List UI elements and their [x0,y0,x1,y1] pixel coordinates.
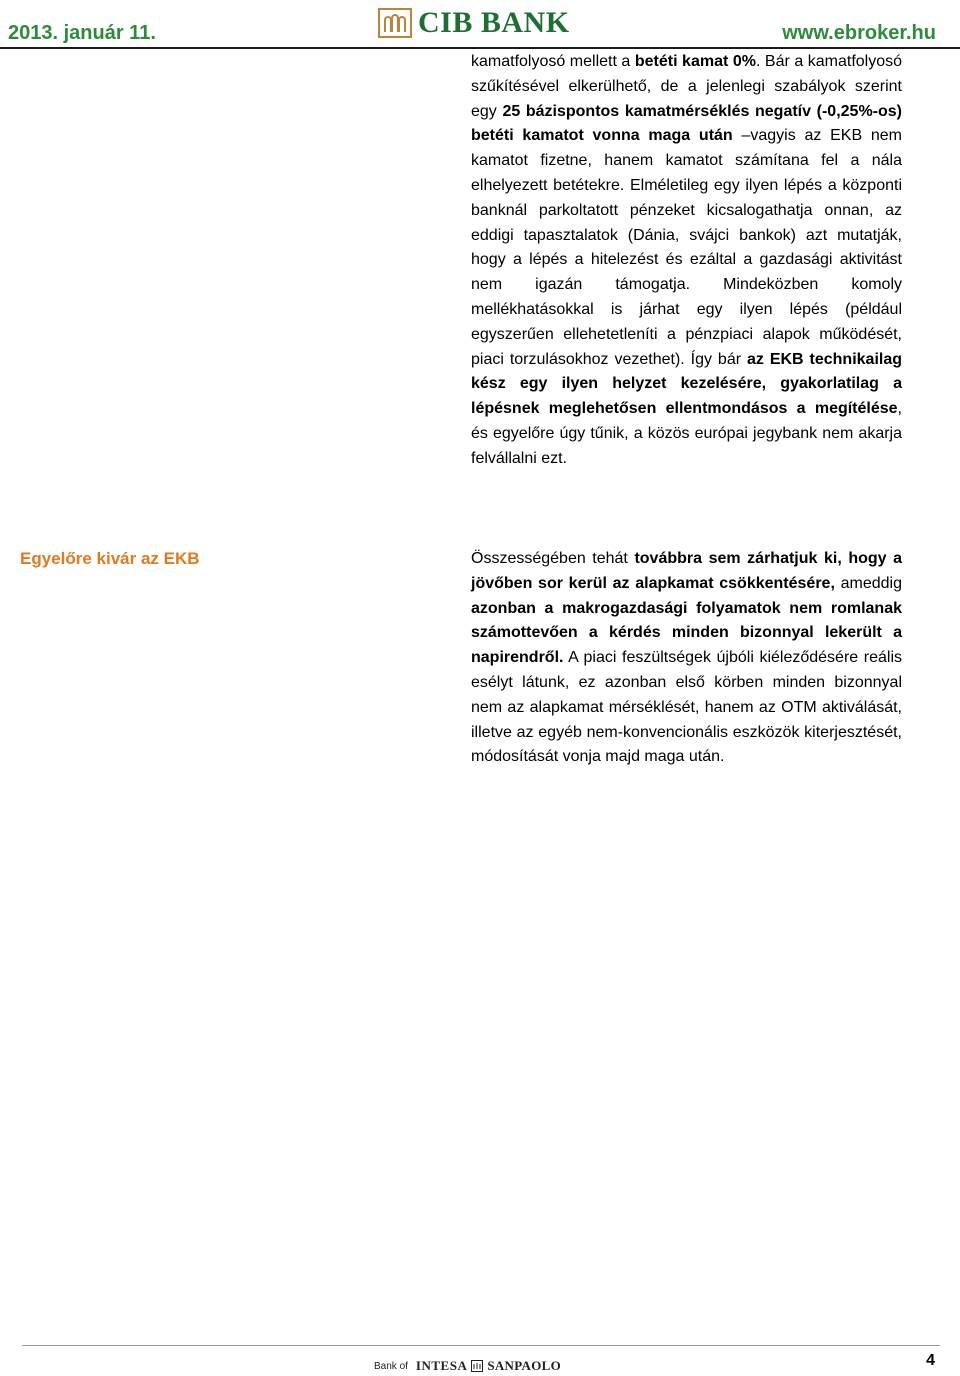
text-span: kamatfolyosó mellett a [471,53,635,70]
logo-text: CIB BANK [418,6,570,39]
page-number: 4 [926,1352,935,1369]
header-url[interactable]: www.ebroker.hu [782,22,936,44]
text-span: , és egyelőre úgy tűnik, a közös európai jegybank nem akarja felvállalni ezt. [471,400,902,467]
footer-sanpaolo: SANPAOLO [487,1358,562,1373]
text-span: ameddig [834,574,903,592]
sanpaolo-mark-icon [471,1360,483,1372]
header-divider [0,47,960,49]
paragraph-summary [471,547,902,770]
text-span-bold: betéti kamat 0% [634,53,756,70]
text-span-bold: továbbra sem zárhatjuk ki, hogy a jövőben sor kerül az alapkamat csökkentésére, [471,550,903,592]
cib-logo-icon [378,8,412,38]
footer-bank-of: Bank of [374,1360,408,1372]
header-date: 2013. január 11. [8,22,156,44]
text-span: –vagyis az EKB nem kamatot fizetne, hanem kamatot számítana fel a nála elhelyezett betétekre. Elméletileg egy ilyen lépés a központi banknál parkoltatott pénzeket kicsalogathatja onnan, az eddigi tapasztalatok (Dánia, svájci bankok) azt mutatják, hogy a lépés a hitelezést és ezáltal a gazdasági aktivitást nem igazán támogatja. Mindeközben komoly mellékhatásokkal is járhat egy ilyen lépés (például egyszerűen ellehetetleníti a pénzpiaci alapok működését, piaci torzulásokhoz vezethet). Így bár [471,127,902,368]
intesa-sanpaolo-logo [374,1358,561,1374]
text-span: . Bár a kamatfolyosó szűkítésével elkerülhető, de a jelenlegi szabályok szerint egy [471,53,903,120]
paragraph-interest-rates [471,50,902,472]
text-span-bold: 25 bázispontos kamatmérséklés negatív (-0,25%-os) betéti kamatot vonna maga után [471,102,902,145]
footer-divider [22,1345,940,1346]
text-span: Összességében tehát [471,550,635,567]
text-span: A piaci feszültségek újbóli kiéleződésére reális esélyt látunk, ez azonban első körben minden bizonnyal nem az alapkamat mérséklését, hanem az OTM aktiválását, illetve az egyéb nem-konvencionális eszközök kiterjesztését, módosítását vonja majd maga után. [471,649,902,766]
text-span-bold: az EKB technikailag kész egy ilyen helyzet kezelésére, gyakorlatilag a lépésnek meglehetősen ellentmondásos a megítélése [471,350,903,418]
section-heading: Egyelőre kivár az EKB [20,549,200,568]
text-span-bold: azonban a makrogazdasági folyamatok nem romlanak számottevően a kérdés minden bizonnyal lekerült a napirendről. [471,599,902,667]
footer-intesa: INTESA [415,1358,468,1373]
cib-bank-logo [378,6,570,40]
